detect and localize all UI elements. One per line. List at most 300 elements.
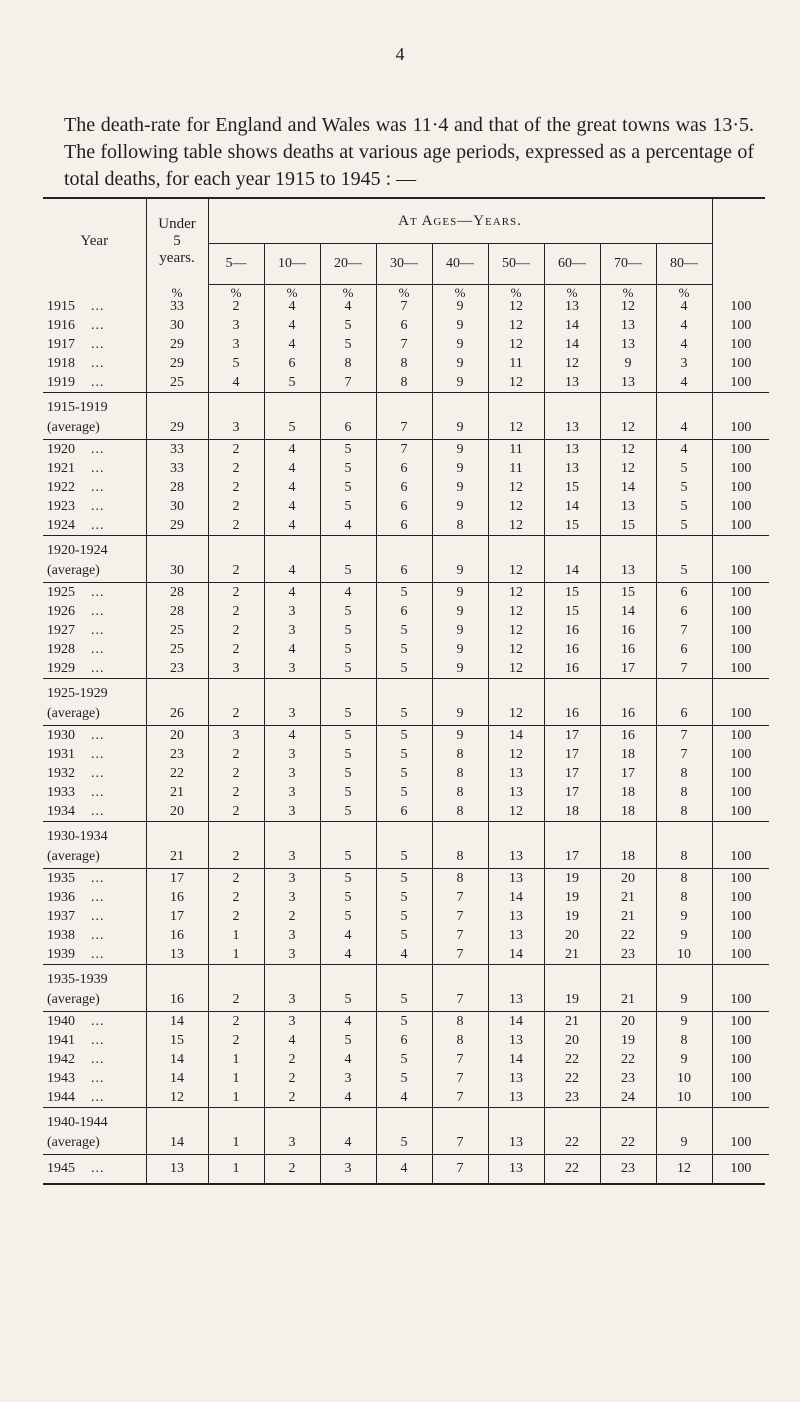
total-cell: 100 [730, 706, 752, 721]
total-cell: 100 [730, 517, 752, 533]
value-cell: 7 [656, 726, 712, 746]
value-cell: 18 [600, 745, 656, 764]
intro-paragraph: The death-rate for England and Wales was 11·4 and that of the great towns was 13·5. The following table shows deaths at various age periods, expressed as a percentage of total deaths, for each year 1915 to 1945 : — [64, 114, 754, 190]
average-row [43, 393, 769, 418]
value-cell: 14 [544, 335, 600, 354]
average-value-cell: 13 [544, 417, 600, 440]
value-cell: 18 [600, 783, 656, 802]
average-row [43, 965, 769, 990]
value-cell: 12 [488, 478, 544, 497]
value-cell: 13 [488, 1069, 544, 1088]
value-cell: 17 [146, 907, 208, 926]
value-cell: 2 [208, 888, 264, 907]
table-cell [376, 393, 432, 418]
value-cell: 3 [208, 659, 264, 679]
average-value-cell: 5 [320, 989, 376, 1012]
value-cell: 12 [600, 299, 656, 316]
table-row [43, 726, 769, 746]
value-cell: 1 [208, 945, 264, 965]
average-row [43, 822, 769, 847]
value-cell: 6 [376, 516, 432, 536]
value-cell: 17 [600, 659, 656, 679]
year-cell [43, 945, 146, 965]
value-cell: 20 [146, 726, 208, 746]
value-cell: 14 [488, 945, 544, 965]
value-cell: 13 [488, 1088, 544, 1108]
value-cell: 9 [432, 726, 488, 746]
value-cell: 5 [320, 621, 376, 640]
average-value-cell: 9 [432, 703, 488, 726]
average-value-cell: 5 [376, 703, 432, 726]
total-cell: 100 [730, 498, 752, 514]
value-cell: 22 [600, 926, 656, 945]
total-cell: 100 [730, 660, 752, 676]
year-label: 1934 [47, 803, 75, 819]
value-cell: 5 [376, 888, 432, 907]
year-label: 1916 [47, 317, 75, 333]
value-cell: 7 [376, 440, 432, 460]
total-cell: 100 [730, 317, 752, 333]
value-cell: 5 [376, 745, 432, 764]
year-label: 1915 [47, 299, 75, 314]
percent-sign: % [320, 285, 376, 300]
average-value-cell: 13 [600, 560, 656, 583]
year-label: 1925 [47, 584, 75, 600]
table-row [43, 299, 769, 316]
value-cell: 20 [544, 926, 600, 945]
value-cell: 4 [656, 316, 712, 335]
year-label: 1940 [47, 1013, 75, 1029]
value-cell: 13 [488, 926, 544, 945]
total-cell: 100 [730, 460, 752, 476]
value-cell: 16 [544, 640, 600, 659]
value-cell: 15 [544, 516, 600, 536]
value-cell: 15 [544, 583, 600, 603]
year-label: 1937 [47, 908, 75, 924]
average-value-cell: 16 [600, 703, 656, 726]
age-group-header: At Ages—Years. [208, 199, 712, 244]
value-cell: 16 [544, 659, 600, 679]
table-row [43, 459, 769, 478]
year-label: 1921 [47, 460, 75, 476]
leader-dots: ... [91, 479, 105, 495]
value-cell: 3 [264, 869, 320, 889]
average-value-cell: 2 [208, 846, 264, 869]
value-cell: 5 [320, 726, 376, 746]
value-cell: 16 [600, 726, 656, 746]
value-cell: 13 [544, 440, 600, 460]
value-cell: 5 [320, 497, 376, 516]
table-row [43, 373, 769, 393]
table-cell [432, 1108, 488, 1133]
value-cell: 4 [320, 516, 376, 536]
value-cell: 12 [488, 316, 544, 335]
average-value-cell: 3 [264, 846, 320, 869]
average-period-label: 1925-1929 [43, 679, 146, 704]
value-cell: 19 [600, 1031, 656, 1050]
value-cell: 33 [146, 299, 208, 316]
table-cell [43, 285, 146, 300]
value-cell: 1 [208, 1155, 264, 1184]
table-cell [208, 536, 264, 561]
total-cell: 100 [730, 603, 752, 619]
year-label: 1943 [47, 1070, 75, 1086]
year-label: 1924 [47, 517, 75, 533]
value-cell: 5 [376, 583, 432, 603]
total-cell: 100 [730, 563, 752, 578]
year-cell [43, 478, 146, 497]
average-value-cell: 3 [208, 417, 264, 440]
average-value-cell: 13 [488, 989, 544, 1012]
total-cell: 100 [730, 908, 752, 924]
table-cell [712, 965, 769, 990]
value-cell: 7 [432, 1088, 488, 1108]
value-cell: 21 [544, 945, 600, 965]
value-cell: 3 [264, 783, 320, 802]
value-cell: 9 [432, 583, 488, 603]
year-cell [43, 764, 146, 783]
year-label: 1928 [47, 641, 75, 657]
year-cell [43, 1069, 146, 1088]
under-5-header-line2: 5 [173, 233, 181, 250]
year-label: 1933 [47, 784, 75, 800]
year-label: 1930 [47, 727, 75, 743]
percent-sign: % [146, 285, 208, 300]
average-value-cell: 6 [320, 417, 376, 440]
value-cell: 24 [600, 1088, 656, 1108]
year-cell [43, 1012, 146, 1032]
leader-dots: ... [91, 927, 105, 943]
average-value-cell: 21 [600, 989, 656, 1012]
value-cell: 17 [544, 783, 600, 802]
year-label: 1932 [47, 765, 75, 781]
table-cell [488, 1108, 544, 1133]
value-cell: 4 [320, 1088, 376, 1108]
value-cell: 3 [264, 945, 320, 965]
value-cell: 2 [208, 907, 264, 926]
average-row [43, 679, 769, 704]
value-cell: 3 [208, 335, 264, 354]
value-cell: 6 [264, 354, 320, 373]
leader-dots: ... [91, 498, 105, 514]
value-cell: 20 [600, 1012, 656, 1032]
value-cell: 4 [264, 1031, 320, 1050]
average-row [43, 989, 769, 1012]
value-cell: 2 [264, 1088, 320, 1108]
value-cell: 14 [600, 602, 656, 621]
table-cell [432, 679, 488, 704]
value-cell: 2 [208, 497, 264, 516]
total-cell: 100 [730, 889, 752, 905]
page-number: 4 [395, 44, 405, 64]
value-cell: 2 [208, 478, 264, 497]
year-cell [43, 1031, 146, 1050]
value-cell: 3 [264, 888, 320, 907]
table-row [43, 335, 769, 354]
deaths-by-age-table [43, 199, 769, 1183]
value-cell: 13 [488, 869, 544, 889]
value-cell: 8 [432, 869, 488, 889]
value-cell: 2 [208, 764, 264, 783]
value-cell: 3 [264, 602, 320, 621]
value-cell: 12 [600, 459, 656, 478]
table-cell [488, 822, 544, 847]
table-cell [146, 679, 208, 704]
average-value-cell: 8 [656, 846, 712, 869]
value-cell: 8 [432, 1012, 488, 1032]
value-cell: 1 [208, 1069, 264, 1088]
average-value-cell: 5 [264, 417, 320, 440]
value-cell: 10 [656, 1088, 712, 1108]
value-cell: 7 [376, 299, 432, 316]
age-header: 60— [544, 244, 600, 285]
average-value-cell: 9 [432, 417, 488, 440]
value-cell: 14 [488, 1050, 544, 1069]
table-row [43, 583, 769, 603]
average-value-cell: 5 [376, 1132, 432, 1155]
value-cell: 6 [376, 459, 432, 478]
leader-dots: ... [91, 803, 105, 819]
total-cell: 100 [730, 1032, 752, 1048]
value-cell: 13 [600, 373, 656, 393]
value-cell: 5 [656, 497, 712, 516]
value-cell: 6 [656, 602, 712, 621]
year-label: 1926 [47, 603, 75, 619]
value-cell: 29 [146, 354, 208, 373]
total-column-header [712, 199, 769, 285]
age-header: 40— [432, 244, 488, 285]
value-cell: 12 [488, 583, 544, 603]
value-cell: 13 [488, 907, 544, 926]
year-cell [43, 459, 146, 478]
value-cell: 33 [146, 459, 208, 478]
leader-dots: ... [91, 1070, 105, 1086]
value-cell: 4 [264, 335, 320, 354]
table-row [43, 478, 769, 497]
value-cell: 18 [544, 802, 600, 822]
percent-sign: % [376, 285, 432, 300]
year-cell [43, 516, 146, 536]
value-cell: 4 [656, 440, 712, 460]
average-value-cell: 3 [264, 1132, 320, 1155]
year-label: 1942 [47, 1051, 75, 1067]
value-cell: 2 [264, 1069, 320, 1088]
value-cell: 12 [656, 1155, 712, 1184]
value-cell: 5 [656, 516, 712, 536]
table-cell [600, 536, 656, 561]
table-row [43, 926, 769, 945]
value-cell: 4 [320, 299, 376, 316]
value-cell: 20 [600, 869, 656, 889]
table-row [43, 745, 769, 764]
table-cell [712, 822, 769, 847]
value-cell: 4 [376, 945, 432, 965]
table-row [43, 1069, 769, 1088]
percent-sign: % [488, 285, 544, 300]
total-cell: 100 [712, 1155, 769, 1184]
leader-dots: ... [91, 355, 105, 371]
value-cell: 5 [376, 764, 432, 783]
value-cell: 15 [544, 602, 600, 621]
value-cell: 6 [376, 478, 432, 497]
table-cell [712, 1108, 769, 1133]
average-value-cell: 12 [600, 417, 656, 440]
table-cell [320, 965, 376, 990]
value-cell: 22 [146, 764, 208, 783]
average-value-cell: 7 [432, 1132, 488, 1155]
value-cell: 4 [656, 335, 712, 354]
value-cell: 11 [488, 459, 544, 478]
value-cell: 7 [432, 1155, 488, 1184]
value-cell: 13 [544, 459, 600, 478]
value-cell: 14 [544, 497, 600, 516]
year-label: 1936 [47, 889, 75, 905]
table-row [43, 316, 769, 335]
value-cell: 28 [146, 602, 208, 621]
table-cell [432, 822, 488, 847]
total-cell: 100 [730, 622, 752, 638]
value-cell: 13 [600, 335, 656, 354]
value-cell: 4 [264, 583, 320, 603]
value-cell: 14 [146, 1069, 208, 1088]
value-cell: 22 [600, 1050, 656, 1069]
value-cell: 9 [432, 335, 488, 354]
year-cell [43, 440, 146, 460]
average-row [43, 560, 769, 583]
value-cell: 9 [432, 440, 488, 460]
value-cell: 8 [432, 802, 488, 822]
value-cell: 5 [376, 726, 432, 746]
year-cell [43, 354, 146, 373]
average-row [43, 846, 769, 869]
average-row [43, 417, 769, 440]
table-cell [208, 822, 264, 847]
value-cell: 7 [376, 335, 432, 354]
value-cell: 22 [544, 1069, 600, 1088]
value-cell: 12 [488, 621, 544, 640]
table-cell [488, 536, 544, 561]
average-value-cell: 29 [146, 417, 208, 440]
average-value-cell: 12 [488, 417, 544, 440]
value-cell: 3 [320, 1155, 376, 1184]
leader-dots: ... [91, 584, 105, 600]
year-cell [43, 640, 146, 659]
value-cell: 1 [208, 926, 264, 945]
average-period-label: 1920-1924 [43, 536, 146, 561]
average-value-cell: 12 [488, 560, 544, 583]
table-cell [208, 679, 264, 704]
value-cell: 5 [320, 783, 376, 802]
value-cell: 1 [208, 1050, 264, 1069]
percent-sign: % [656, 285, 712, 300]
value-cell: 8 [432, 516, 488, 536]
average-period-label: 1915-1919 [43, 393, 146, 418]
leader-dots: ... [91, 441, 105, 457]
average-value-cell: 16 [146, 989, 208, 1012]
age-header: 30— [376, 244, 432, 285]
value-cell: 9 [432, 354, 488, 373]
value-cell: 6 [376, 316, 432, 335]
table-cell [488, 679, 544, 704]
table-cell [320, 393, 376, 418]
value-cell: 5 [656, 459, 712, 478]
value-cell: 5 [320, 440, 376, 460]
table-cell [264, 536, 320, 561]
year-cell [43, 869, 146, 889]
value-cell: 3 [208, 316, 264, 335]
table-cell [544, 679, 600, 704]
value-cell: 6 [376, 497, 432, 516]
total-cell: 100 [730, 420, 752, 435]
value-cell: 14 [146, 1012, 208, 1032]
average-label: (average) [43, 846, 146, 869]
value-cell: 4 [264, 726, 320, 746]
year-cell [43, 783, 146, 802]
leader-dots: ... [91, 460, 105, 476]
average-value-cell: 9 [432, 560, 488, 583]
value-cell: 17 [146, 869, 208, 889]
average-value-cell: 18 [600, 846, 656, 869]
value-cell: 23 [146, 745, 208, 764]
year-cell [43, 802, 146, 822]
value-cell: 12 [488, 299, 544, 316]
value-cell: 19 [544, 888, 600, 907]
value-cell: 2 [208, 583, 264, 603]
value-cell: 17 [544, 745, 600, 764]
age-header: 70— [600, 244, 656, 285]
value-cell: 12 [488, 745, 544, 764]
average-row [43, 536, 769, 561]
table-row [43, 659, 769, 679]
value-cell: 9 [432, 373, 488, 393]
table-cell [600, 1108, 656, 1133]
table-cell [656, 679, 712, 704]
table-row [43, 1050, 769, 1069]
table-row [43, 783, 769, 802]
value-cell: 4 [656, 373, 712, 393]
year-label: 1922 [47, 479, 75, 495]
average-value-cell: 6 [656, 703, 712, 726]
table-cell [656, 822, 712, 847]
value-cell: 7 [432, 1069, 488, 1088]
value-cell: 5 [376, 1069, 432, 1088]
value-cell: 5 [320, 640, 376, 659]
total-cell: 100 [730, 1070, 752, 1086]
value-cell: 16 [544, 621, 600, 640]
table-cell [264, 1108, 320, 1133]
table-cell [600, 822, 656, 847]
average-value-cell: 5 [376, 989, 432, 1012]
value-cell: 16 [600, 640, 656, 659]
value-cell: 10 [656, 1069, 712, 1088]
leader-dots: ... [91, 784, 105, 800]
value-cell: 1 [208, 1088, 264, 1108]
value-cell: 4 [264, 316, 320, 335]
value-cell: 13 [544, 299, 600, 316]
value-cell: 2 [208, 440, 264, 460]
average-value-cell: 7 [432, 989, 488, 1012]
average-label: (average) [43, 989, 146, 1012]
average-value-cell: 21 [146, 846, 208, 869]
value-cell: 7 [656, 621, 712, 640]
value-cell: 5 [376, 659, 432, 679]
value-cell: 7 [656, 659, 712, 679]
value-cell: 2 [208, 745, 264, 764]
average-value-cell: 5 [320, 703, 376, 726]
value-cell: 13 [544, 373, 600, 393]
value-cell: 5 [376, 1012, 432, 1032]
value-cell: 19 [544, 907, 600, 926]
